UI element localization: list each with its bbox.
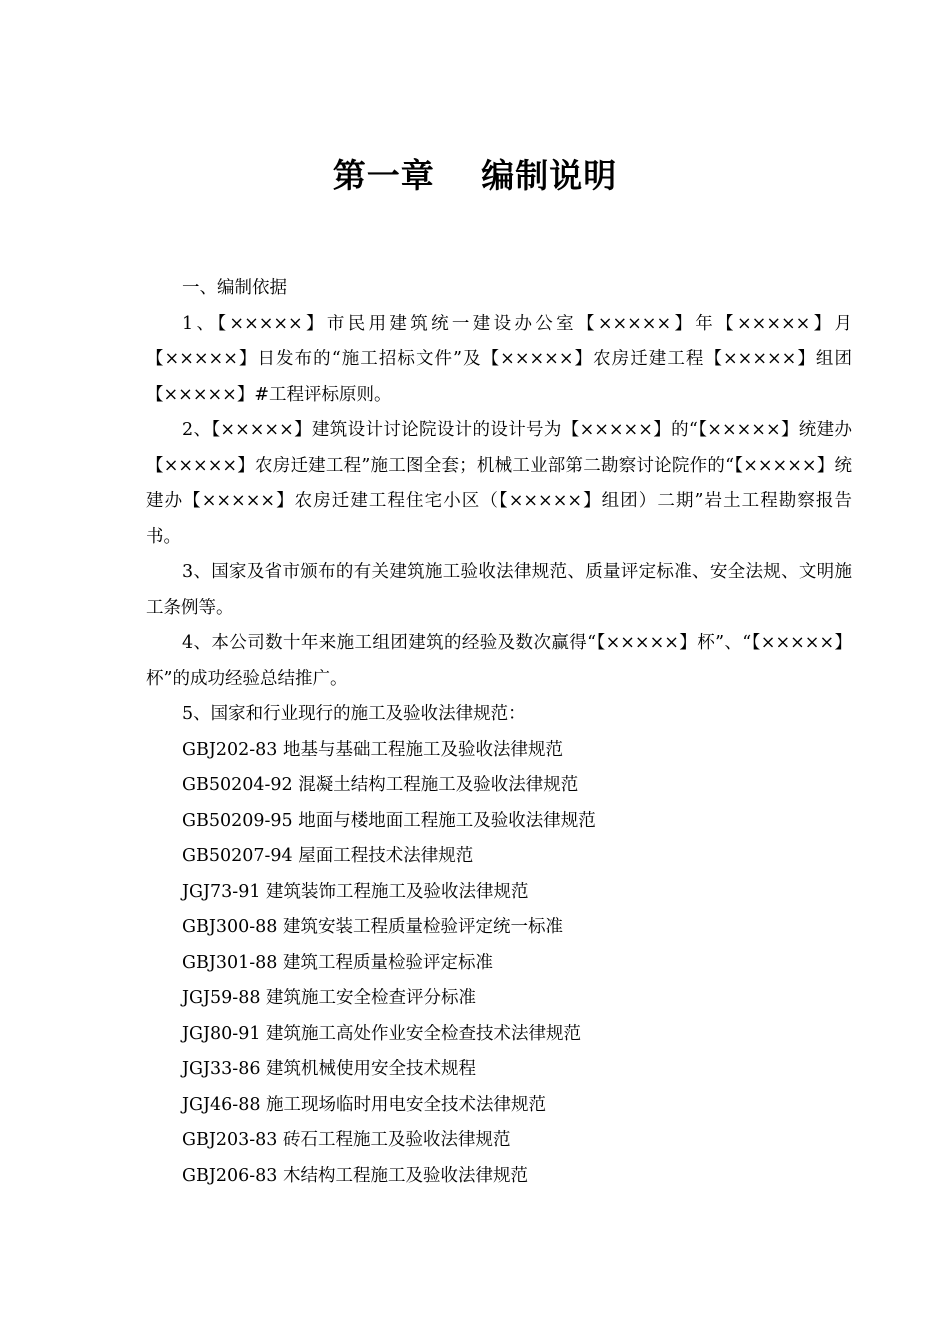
standard-item: GB50209-95 地面与楼地面工程施工及验收法律规范	[182, 810, 596, 831]
paragraph-5: 5、国家和行业现行的施工及验收法律规范：	[182, 704, 526, 724]
standard-item: GBJ206-83 木结构工程施工及验收法律规范	[182, 1165, 528, 1186]
standard-item: JGJ80-91 建筑施工高处作业安全检查技术法律规范	[182, 1023, 582, 1044]
standard-item: JGJ73-91 建筑装饰工程施工及验收法律规范	[182, 881, 529, 902]
document-body	[146, 271, 852, 1194]
standard-item: JGJ46-88 施工现场临时用电安全技术法律规范	[182, 1094, 547, 1115]
standard-item: JGJ59-88 建筑施工安全检查评分标准	[182, 988, 477, 1008]
section-heading: 一、编制依据	[182, 278, 287, 298]
paragraph-2: 2、【×××××】建筑设计讨论院设计的设计号为【×××××】的“【×××××】统建办【×××××】农房迁建工程”施工图全套；机械工业部第二勘察讨论院作的“【×××××】统建办【×××××】农房迁建工程住宅小区（【×××××】组团）二期”岩土工程勘察报告书。	[146, 420, 852, 547]
standard-item: GB50207-94 屋面工程技术法律规范	[182, 846, 474, 866]
paragraph-3: 3、国家及省市颁布的有关建筑施工验收法律规范、质量评定标准、安全法规、文明施工条例等。	[146, 562, 852, 618]
standard-item: GBJ301-88 建筑工程质量检验评定标准	[182, 952, 494, 973]
standard-item: GB50204-92 混凝土结构工程施工及验收法律规范	[182, 775, 579, 795]
standard-item: JGJ33-86 建筑机械使用安全技术规程	[182, 1059, 477, 1079]
paragraph-4: 4、本公司数十年来施工组团建筑的经验及数次赢得“【×××××】杯”、“【×××××】杯”的成功经验总结推广。	[146, 633, 852, 689]
chapter-title: 第一章 编制说明	[332, 156, 618, 195]
standard-item: GBJ202-83 地基与基础工程施工及验收法律规范	[182, 739, 563, 760]
standard-item: GBJ203-83 砖石工程施工及验收法律规范	[182, 1130, 511, 1150]
paragraph-1: 1、【×××××】市民用建筑统一建设办公室【×××××】年【×××××】月【×××××】日发布的“施工招标文件”及【×××××】农房迁建工程【×××××】组团【×××××】#工程评标原则。	[146, 313, 852, 405]
standard-item: GBJ300-88 建筑安装工程质量检验评定统一标准	[182, 917, 563, 937]
